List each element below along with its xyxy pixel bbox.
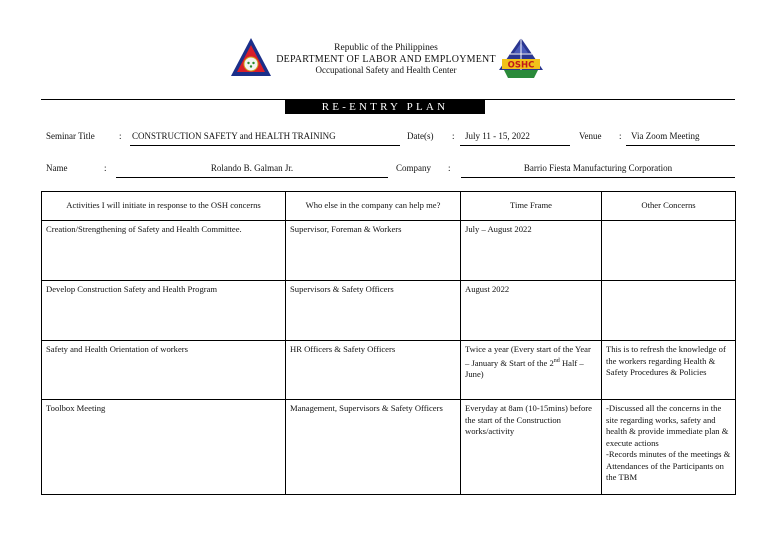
name-value: Rolando B. Galman Jr. [210,163,294,173]
name-colon: : [104,163,107,173]
oshc-logo-text: OSHC [507,60,535,71]
table-row [42,221,736,281]
document-header [0,37,768,81]
time-text-a: Twice a year (Every start of the Year – January & Start of the 2 [465,344,591,368]
company-label: Company [396,163,431,173]
oshc-logo-icon [498,37,544,79]
time-superscript: nd [553,357,560,364]
dates-value: July 11 - 15, 2022 [465,131,530,141]
activity-cell: Creation/Strengthening of Safety and Health Committee. [42,221,286,281]
venue-underline [626,145,735,146]
seminar-title-value: CONSTRUCTION SAFETY and HEALTH TRAINING [132,131,336,141]
company-value: Barrio Fiesta Manufacturing Corporation [523,163,673,173]
name-underline [116,177,388,178]
time-text-b: Half – June) [465,357,584,379]
header-time-frame: Time Frame [461,192,602,221]
dates-underline [460,145,570,146]
header-who-else: Who else in the company can help me? [286,192,461,221]
header-line-republic: Republic of the Philippines [334,43,438,53]
dole-seal-icon [230,37,272,77]
other-cell [602,221,736,281]
dates-colon: : [452,131,455,141]
venue-label: Venue [579,131,602,141]
time-cell: August 2022 [461,281,602,341]
table-row [42,281,736,341]
activity-cell: Safety and Health Orientation of workers [42,341,286,400]
other-cell [602,281,736,341]
venue-value: Via Zoom Meeting [631,131,700,141]
name-label: Name [46,163,68,173]
page-title: RE-ENTRY PLAN [285,100,485,114]
table-header-row [42,192,736,221]
who-cell: HR Officers & Safety Officers [286,341,461,400]
venue-colon: : [619,131,622,141]
activity-cell: Toolbox Meeting [42,400,286,495]
who-cell: Management, Supervisors & Safety Officers [286,400,461,495]
table-row [42,341,736,400]
header-other-concerns: Other Concerns [602,192,736,221]
time-cell: Everyday at 8am (10-15mins) before the start of the Construction works/activity [461,400,602,495]
who-cell: Supervisor, Foreman & Workers [286,221,461,281]
seminar-title-label: Seminar Title [46,131,95,141]
seminar-title-colon: : [119,131,122,141]
company-colon: : [448,163,451,173]
activity-cell: Develop Construction Safety and Health Program [42,281,286,341]
time-cell: July – August 2022 [461,221,602,281]
header-activities: Activities I will initiate in response to the OSH concerns [42,192,286,221]
table-row [42,400,736,495]
header-line-department: DEPARTMENT OF LABOR AND EMPLOYMENT [276,54,496,65]
header-line-center: Occupational Safety and Health Center [315,65,457,75]
company-underline [461,177,735,178]
dates-label: Date(s) [407,131,434,141]
other-cell: -Discussed all the concerns in the site regarding works, safety and health & provide immediate plan & execute actions -Records minutes of the meetings & Attendances of the Participants on the TBM [602,400,736,495]
seminar-title-underline [130,145,400,146]
time-cell [461,341,602,400]
other-cell: This is to refresh the knowledge of the workers regarding Health & Safety Procedures & Policies [602,341,736,400]
who-cell: Supervisors & Safety Officers [286,281,461,341]
reentry-plan-table [41,191,736,495]
